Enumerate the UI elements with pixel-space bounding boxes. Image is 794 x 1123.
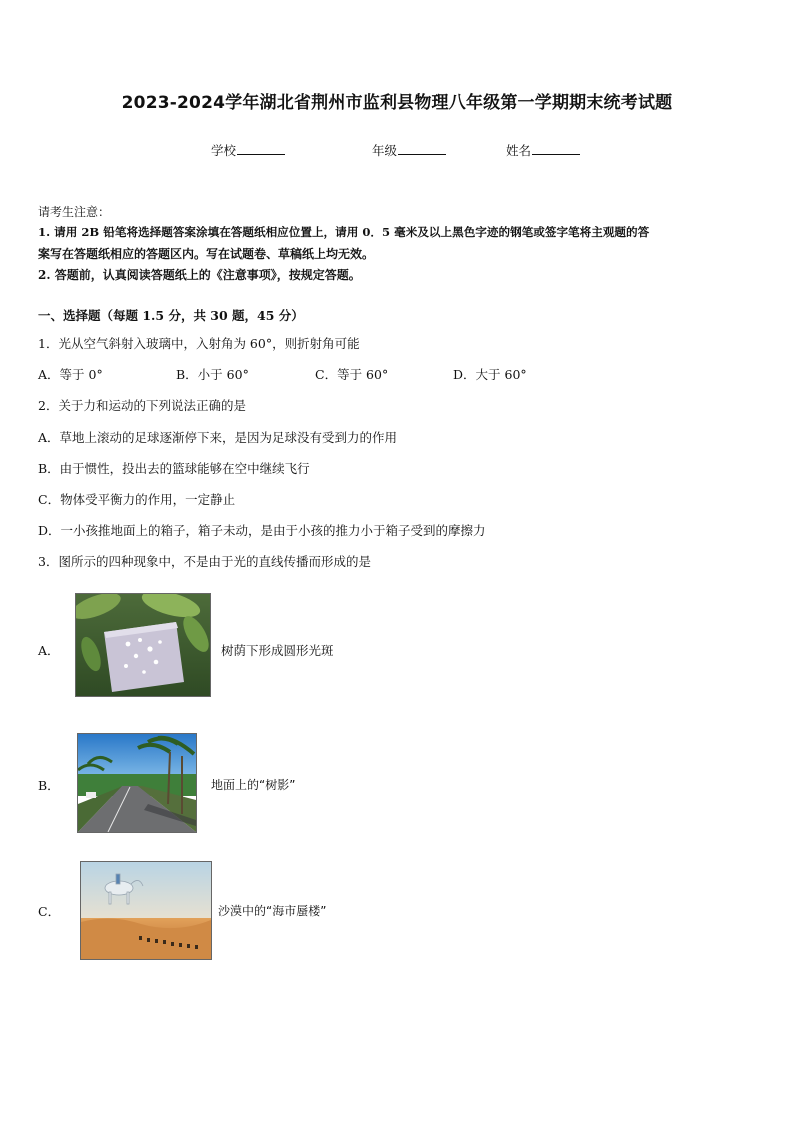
school-field[interactable] xyxy=(211,141,285,159)
tree-shade-light-spots-image xyxy=(75,593,211,697)
question-2-option-c[interactable]: C．物体受平衡力的作用，一定静止 xyxy=(38,492,236,507)
question-2-stem: 2．关于力和运动的下列说法正确的是 xyxy=(38,398,246,413)
tree-shade-light-spots-illustration xyxy=(76,594,210,696)
desert-mirage-image xyxy=(80,861,212,960)
school-label: 学校 xyxy=(211,143,237,158)
question-1-stem: 1．光从空气斜射入玻璃中，入射角为 60°，则折射角可能 xyxy=(38,336,360,351)
question-1-option-c[interactable]: C．等于 60° xyxy=(315,367,389,382)
desert-mirage-illustration xyxy=(81,862,211,959)
tree-shadow-road-illustration xyxy=(78,734,196,832)
page-title: 2023-2024学年湖北省荆州市监利县物理八年级第一学期期末统考试题 xyxy=(121,93,673,113)
grade-label: 年级 xyxy=(372,143,398,158)
school-blank[interactable] xyxy=(237,142,285,155)
question-2-option-b[interactable]: B．由于惯性，投出去的篮球能够在空中继续飞行 xyxy=(38,461,310,476)
notice-item-2: 2. 答题前，认真阅读答题纸上的《注意事项》，按规定答题。 xyxy=(38,268,361,282)
question-3-option-a-caption: 树荫下形成圆形光斑 xyxy=(221,643,334,658)
question-2-option-d[interactable]: D．一小孩推地面上的箱子，箱子未动，是由于小孩的推力小于箱子受到的摩擦力 xyxy=(38,523,486,538)
question-2-option-a[interactable]: A．草地上滚动的足球逐渐停下来，是因为足球没有受到力的作用 xyxy=(38,430,398,445)
notice-item-1-line-2: 案写在答题纸相应的答题区内。写在试题卷、草稿纸上均无效。 xyxy=(38,247,375,261)
question-3-option-b-caption: 地面上的“树影” xyxy=(211,778,296,792)
name-field[interactable] xyxy=(506,141,580,159)
question-3-stem: 3．图所示的四种现象中，不是由于光的直线传播而形成的是 xyxy=(38,554,371,569)
name-blank[interactable] xyxy=(532,142,580,155)
notice-heading: 请考生注意： xyxy=(38,205,111,219)
grade-blank[interactable] xyxy=(398,142,446,155)
grade-field[interactable] xyxy=(372,141,446,159)
section-heading: 一、选择题（每题 1.5 分，共 30 题，45 分） xyxy=(38,308,304,323)
tree-shadow-road-image xyxy=(77,733,197,833)
question-1-option-a[interactable]: A．等于 0° xyxy=(38,367,103,382)
name-label: 姓名 xyxy=(506,143,532,158)
question-3-option-c-caption: 沙漠中的“海市蜃楼” xyxy=(218,904,327,918)
question-1-option-d[interactable]: D．大于 60° xyxy=(453,367,527,382)
question-3-option-c-letter[interactable]: C． xyxy=(38,904,61,919)
question-1-option-b[interactable]: B．小于 60° xyxy=(176,367,249,382)
question-3-option-a-letter[interactable]: A． xyxy=(38,643,60,658)
question-3-option-b-letter[interactable]: B． xyxy=(38,778,60,793)
notice-item-1-line-1: 1. 请用 2B 铅笔将选择题答案涂填在答题纸相应位置上，请用 0．5 毫米及以上黑色字迹的钢笔或签字笔将主观题的答 xyxy=(38,225,650,239)
